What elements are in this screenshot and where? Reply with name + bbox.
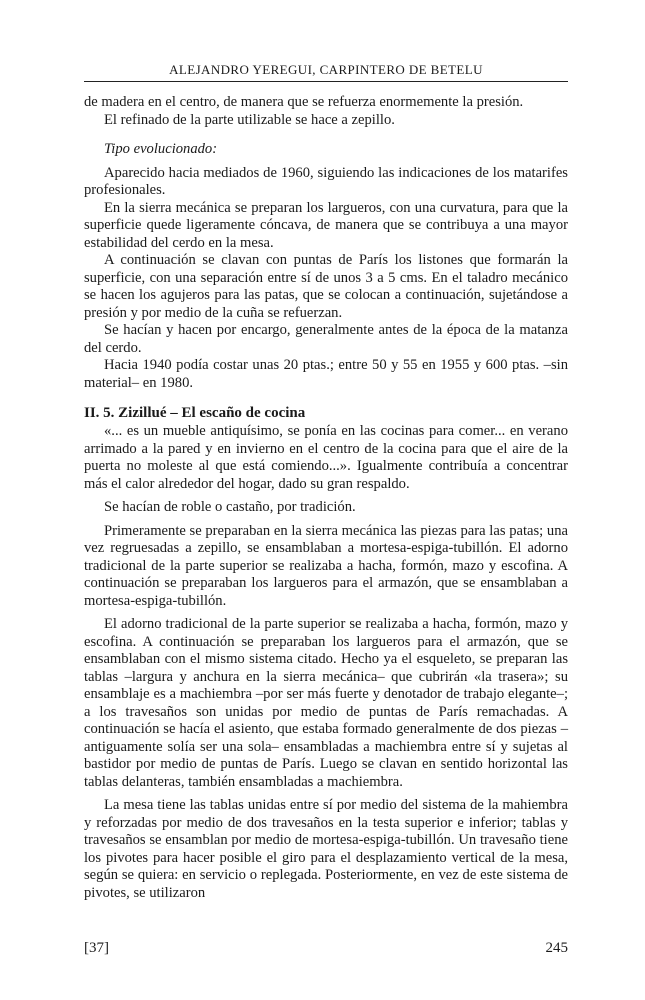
paragraph: Hacia 1940 podía costar unas 20 ptas.; entre 50 y 55 en 1955 y 600 ptas. –sin material– en 1980.: [84, 357, 568, 391]
subheading: Tipo evolucionado:: [104, 141, 218, 157]
paragraph: El adorno tradicional de la parte superior se realizaba a hacha, formón, mazo y escofina. A continuación se preparaban los largueros para el armazón, que se ensamblaban con el mismo sistema citado. Hecho ya el esqueleto, se preparan las tablas –largura y anchura en la sierra mecánica– que cubrirán «la trasera»; su ensamblaje es a machiembra –por ser más fuerte y denotador de trabajo elegante–; a los travesaños son unidas por medio de puntas de París remachadas. A continuación se hacía el asiento, que estaba formado generalmente de dos piezas –antiguamente solía ser una sola– ensambladas a machiembra entre sí y sujetas al bastidor por medio de puntas de París. Luego se clavan en sentido horizontal las tablas delanteras, también ensambladas a machiembra.: [84, 616, 568, 790]
paragraph: Se hacían de roble o castaño, por tradición.: [104, 499, 356, 515]
paragraph: «... es un mueble antiquísimo, se ponía en las cocinas para comer... en verano arrimado a la pared y en invierno en el centro de la cocina para que el aire de la puerta no moleste al que está comiendo...». Igualmente contribuía a concentrar más el calor alrededor del hogar, dado su gran respaldo.: [84, 423, 568, 492]
book-page: [84, 62, 568, 902]
running-head: ALEJANDRO YEREGUI, CARPINTERO DE BETELU: [84, 62, 568, 82]
page-footer: [84, 940, 568, 957]
paragraph: En la sierra mecánica se preparan los largueros, con una curvatura, para que la superficie quede ligeramente cóncava, de manera que se contribuya a una mayor estabilidad del cerdo en la mesa.: [84, 199, 568, 251]
paragraph: de madera en el centro, de manera que se refuerza enormemente la presión.: [84, 94, 524, 110]
paragraph: Primeramente se preparaban en la sierra mecánica las piezas para las patas; una vez regruesadas a zepillo, se ensamblaban a mortesa-espiga-tubillón. El adorno tradicional de la parte superior se realizaba a hacha, formón, mazo y escofina. A continuación se preparaban los largueros para el armazón, que se ensamblaban a mortesa-espiga-tubillón.: [84, 522, 568, 609]
paragraph: El refinado de la parte utilizable se hace a zepillo.: [104, 111, 395, 128]
paragraph: Se hacían y hacen por encargo, generalmente antes de la época de la matanza del cerdo.: [84, 322, 568, 356]
folio-bracket: [37]: [84, 940, 109, 956]
page-number: 245: [545, 940, 568, 956]
paragraph: La mesa tiene las tablas unidas entre sí por medio del sistema de la mahiembra y reforzadas por medio de dos travesaños en la testa superior e inferior; tablas y travesaños se ensamblan por medio de mortesa-espiga-tubillón. Un travesaño tiene los pivotes para hacer posible el giro para el desplazamiento vertical de la mesa, según se quiera: en servicio o replegada. Posteriormente, en vez de este sistema de pivotes, se utilizaron: [84, 797, 568, 901]
paragraph: A continuación se clavan con puntas de París los listones que formarán la superficie, con una separación entre sí de unos 3 a 5 cms. En el taladro mecánico se hacen los agujeros para las patas, que se colocan a continuación, sujetándose a presión y por medio de la cuña se refuerzan.: [84, 252, 568, 321]
section-title: II. 5. Zizillué – El escaño de cocina: [84, 405, 306, 421]
page-body: [84, 94, 568, 902]
paragraph: Aparecido hacia mediados de 1960, siguiendo las indicaciones de los matarifes profesionales.: [84, 164, 568, 198]
